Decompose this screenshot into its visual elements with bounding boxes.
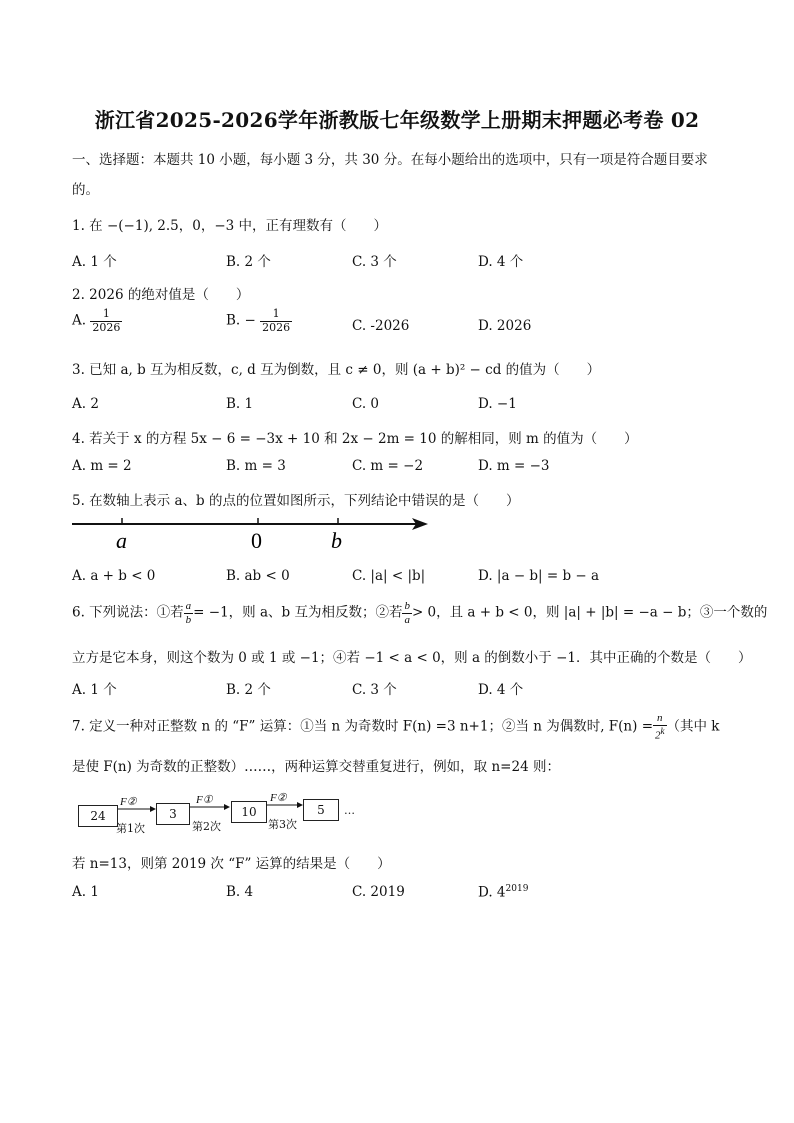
q2-option-a-fraction (90, 308, 122, 334)
question-1-stem: 1. 在 −(−1), 2.5，0，−3 中，正有理数有（ ） (72, 218, 388, 234)
flow-box-1: 24 (78, 805, 118, 827)
q2-option-c: C. -2026 (352, 318, 410, 334)
question-5-stem: 5. 在数轴上表示 a、b 的点的位置如图所示，下列结论中错误的是（ ） (72, 493, 520, 509)
q1-option-b: B. 2 个 (226, 254, 271, 270)
q7-part2: （其中 k (666, 718, 720, 735)
question-7-stem-line3: 若 n=13，则第 2019 次 “F” 运算的结果是（ ） (72, 856, 391, 872)
q4-option-c: C. m = −2 (352, 458, 424, 474)
q5-option-a: A. a + b < 0 (72, 568, 156, 584)
flow-box-3: 10 (231, 801, 267, 823)
flow-op-2: F① (196, 794, 213, 806)
q6-frac2-den: a (404, 613, 410, 626)
axis-label-a: a (116, 528, 127, 553)
section-instructions: 一、选择题：本题共 10 小题，每小题 3 分，共 30 分。在每小题给出的选项中，只有一项是符合题目要求 (72, 152, 708, 168)
q7-option-c: C. 2019 (352, 884, 405, 900)
q7-option-b: B. 4 (226, 884, 254, 900)
q2-b-denominator: 2026 (262, 320, 291, 334)
question-3-stem: 3. 已知 a, b 互为相反数，c, d 互为倒数，且 c ≠ 0，则 (a + b)² − cd 的值为（ ） (72, 362, 601, 378)
q7-frac-num: n (653, 712, 667, 726)
page-title: 浙江省2025-2026学年浙教版七年级数学上册期末押题必考卷 02 (94, 108, 700, 132)
q5-option-b: B. ab < 0 (226, 568, 290, 584)
flow-step-2: 第2次 (192, 820, 221, 833)
flow-step-1: 第1次 (116, 822, 145, 835)
q2-option-b-fraction (260, 308, 292, 334)
q4-option-d: D. m = −3 (478, 458, 550, 474)
q2-option-a-label: A. (72, 312, 87, 329)
q2-option-b-label: B. − (226, 312, 256, 329)
q7-frac-den-base: 2 (655, 729, 661, 742)
flow-op-3: F② (270, 792, 287, 804)
q1-option-d: D. 4 个 (478, 254, 524, 270)
q6-part1: 6. 下列说法：①若 (72, 604, 184, 621)
question-7-stem-line2: 是使 F(n) 为奇数的正整数）……，两种运算交替重复进行，例如，取 n=24 则： (72, 759, 560, 775)
q6-frac2-num: b (404, 600, 410, 612)
section-instructions-cont: 的。 (72, 182, 99, 198)
flow-box-2: 3 (156, 803, 190, 825)
q6-option-b: B. 2 个 (226, 682, 271, 698)
q1-option-a: A. 1 个 (72, 254, 117, 270)
q2-option-a (72, 308, 122, 334)
q6-fraction-a-over-b (184, 600, 194, 626)
q4-option-a: A. m = 2 (72, 458, 132, 474)
q6-option-c: C. 3 个 (352, 682, 397, 698)
number-line-figure (68, 510, 438, 558)
q3-option-d: D. −1 (478, 396, 517, 412)
question-6-stem-line1 (72, 600, 767, 626)
q6-option-d: D. 4 个 (478, 682, 524, 698)
q7-frac-den-exp: k (660, 725, 665, 736)
flow-arrowhead-1 (150, 806, 156, 812)
q2-option-d: D. 2026 (478, 318, 532, 334)
q6-option-a: A. 1 个 (72, 682, 117, 698)
q2-b-numerator: 1 (260, 308, 292, 322)
q6-part2: = −1，则 a、b 互为相反数；②若 (193, 604, 403, 621)
question-7-stem-line1 (72, 712, 720, 742)
q2-a-numerator: 1 (90, 308, 122, 322)
q4-option-b: B. m = 3 (226, 458, 286, 474)
q7-option-d-base: D. 4 (478, 884, 506, 901)
q6-part3: > 0，且 a + b < 0，则 |a| + |b| = −a − b；③一个数的 (411, 604, 768, 621)
q7-frac-den (653, 726, 667, 742)
flow-box-4: 5 (303, 799, 339, 821)
flow-arrowhead-3 (297, 802, 303, 808)
question-2-stem: 2. 2026 的绝对值是（ ） (72, 287, 250, 303)
q6-frac1-num: a (185, 600, 192, 612)
q3-option-b: B. 1 (226, 396, 254, 412)
q5-option-c: C. |a| < |b| (352, 568, 426, 584)
q5-option-d: D. |a − b| = b − a (478, 568, 600, 584)
q1-option-c: C. 3 个 (352, 254, 397, 270)
q7-fraction (653, 712, 667, 742)
axis-label-b: b (331, 528, 342, 553)
flow-ellipsis: … (344, 804, 355, 817)
q7-part1: 7. 定义一种对正整数 n 的 “F” 运算：①当 n 为奇数时 F(n) =3 n+1；②当 n 为偶数时, F(n) = (72, 718, 654, 735)
q2-a-denominator: 2026 (92, 320, 121, 334)
flow-op-1: F② (120, 796, 137, 808)
q7-option-d (478, 884, 528, 901)
flow-step-3: 第3次 (268, 818, 297, 831)
q2-option-b (226, 308, 292, 334)
question-6-stem-line2: 立方是它本身，则这个数为 0 或 1 或 −1；④若 −1 < a < 0，则 a 的倒数小于 −1．其中正确的个数是（ ） (72, 650, 752, 666)
q6-frac1-den: b (185, 613, 192, 626)
q6-fraction-b-over-a (402, 600, 412, 626)
question-4-stem: 4. 若关于 x 的方程 5x − 6 = −3x + 10 和 2x − 2m = 10 的解相同，则 m 的值为（ ） (72, 431, 638, 447)
q7-option-d-exponent: 2019 (505, 884, 529, 894)
flow-arrowhead-2 (224, 804, 230, 810)
axis-label-zero: 0 (251, 528, 262, 553)
q3-option-a: A. 2 (72, 396, 99, 412)
q3-option-c: C. 0 (352, 396, 380, 412)
q7-option-a: A. 1 (72, 884, 99, 900)
